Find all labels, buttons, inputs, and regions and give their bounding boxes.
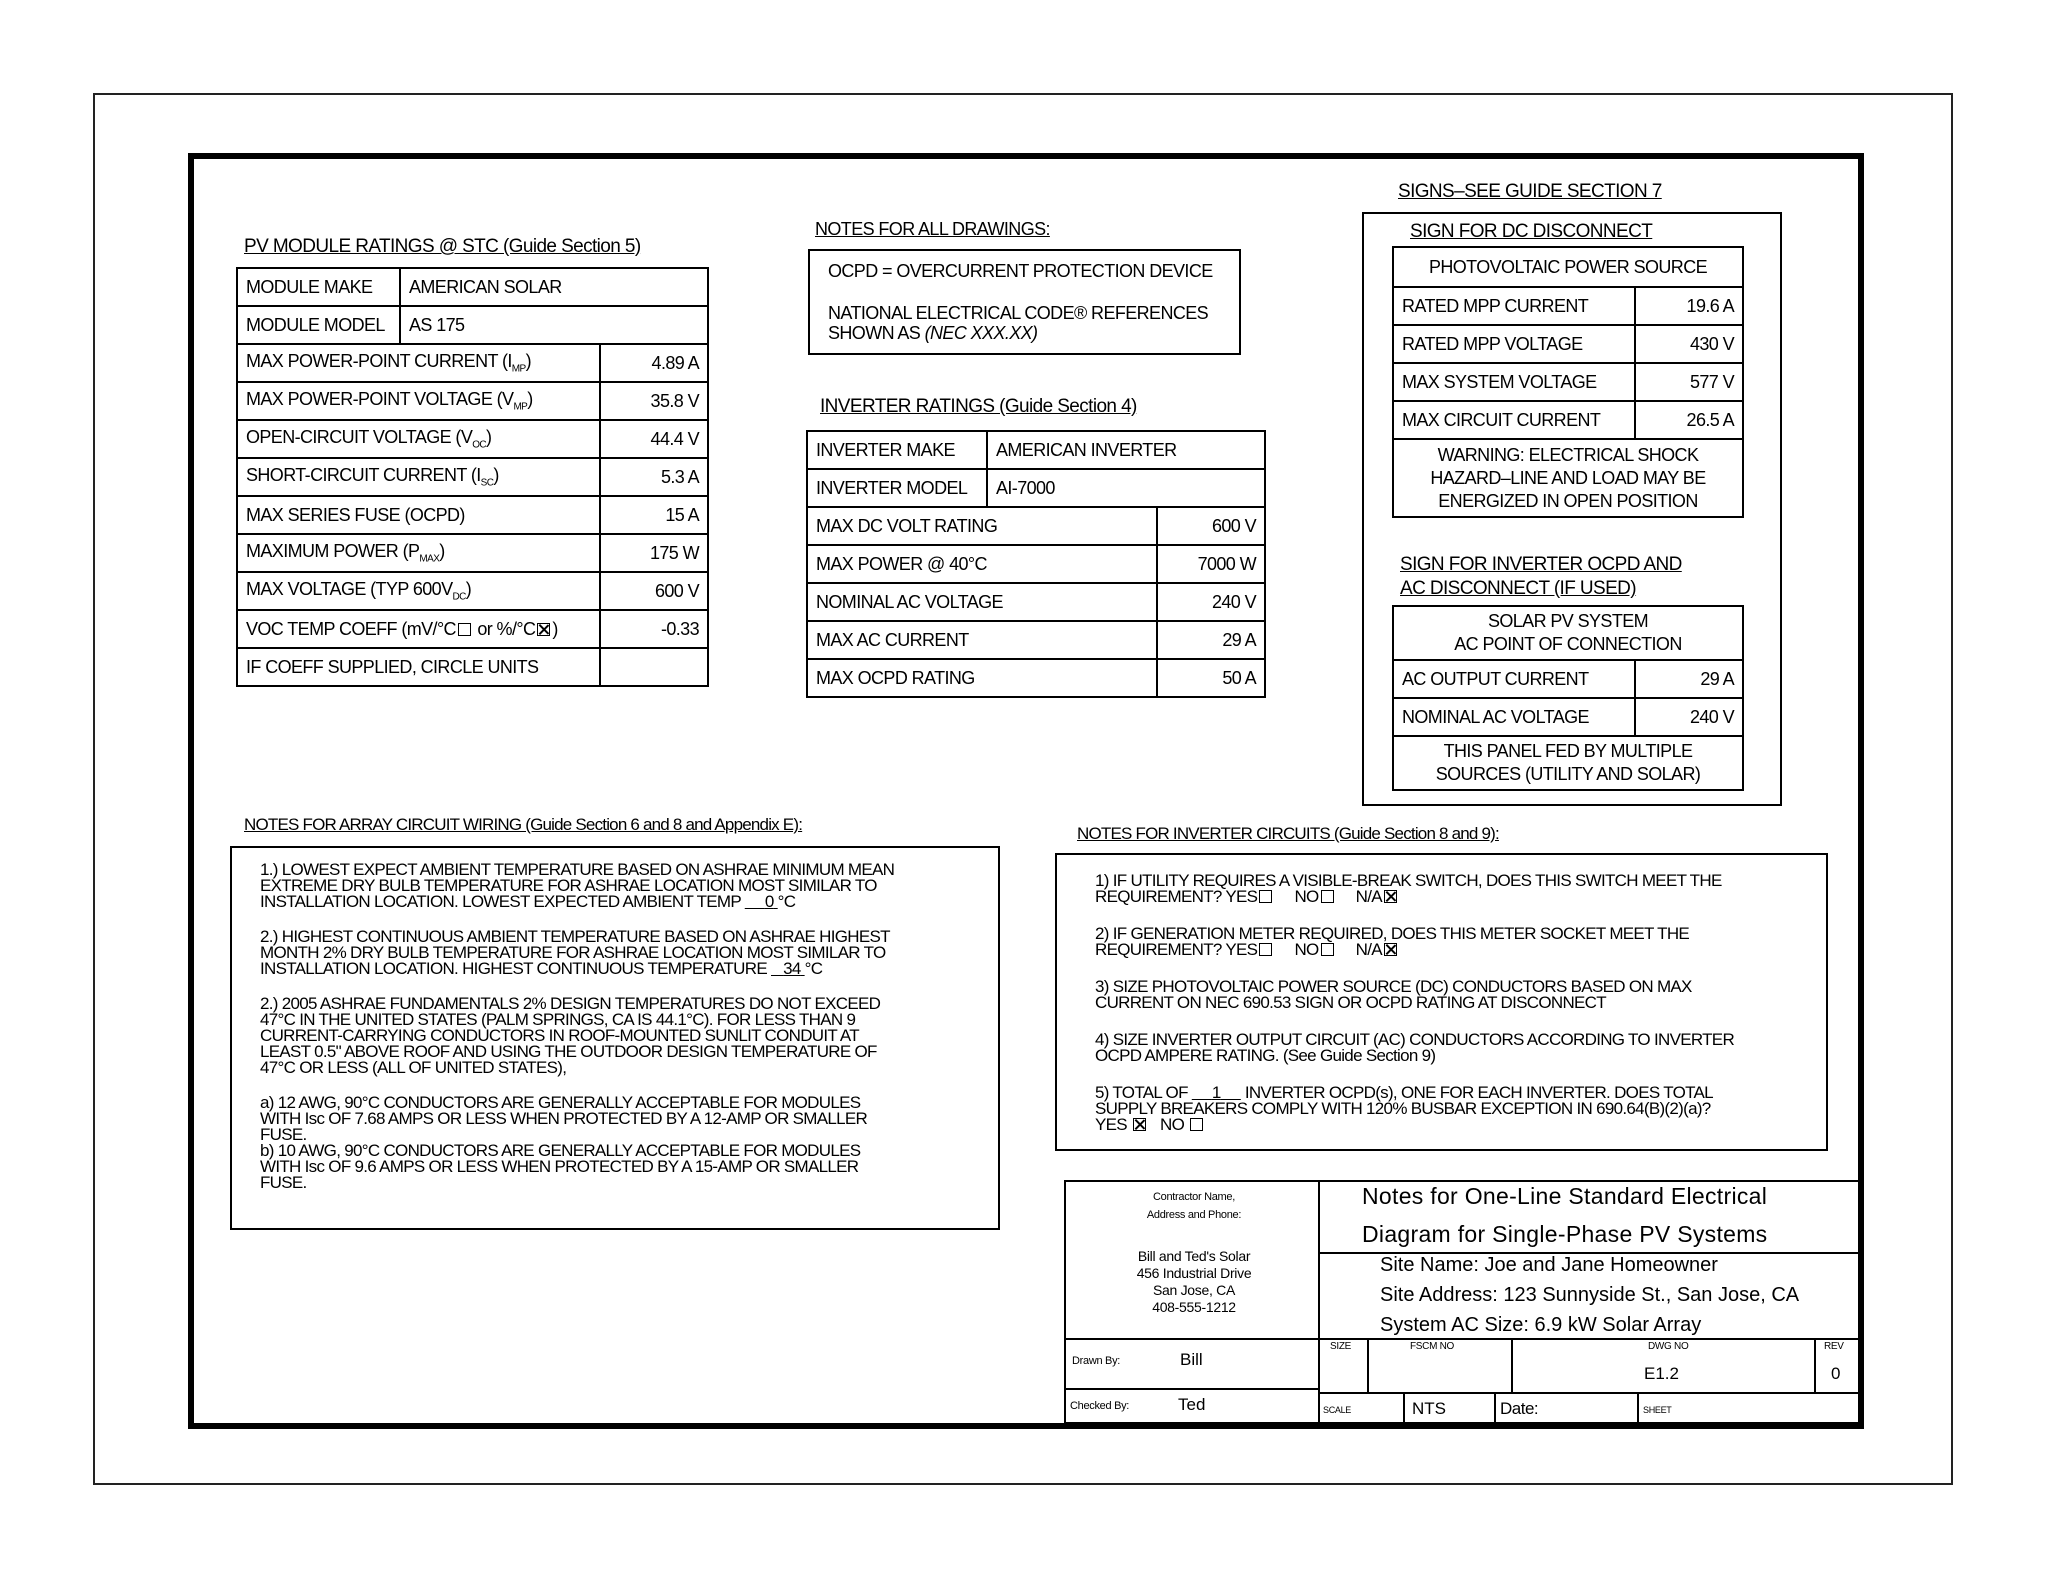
table-row — [237, 458, 708, 496]
drawing-title-line1: Notes for One-Line Standard Electrical — [1362, 1183, 1768, 1209]
label-tail: ) — [527, 389, 533, 410]
voc-temp-coeff-label — [237, 610, 600, 648]
inverter-note-5 — [1095, 1085, 1818, 1133]
pv-rating-label — [237, 458, 600, 496]
table-row — [807, 431, 1265, 469]
label-text: OPEN-CIRCUIT VOLTAGE (V — [246, 427, 473, 448]
note-5-suffix: INVERTER OCPD(s), ONE FOR EACH INVERTER. DOES TOTAL — [1244, 1083, 1713, 1102]
table-row — [1393, 439, 1743, 517]
inverter-rating-label: MAX AC CURRENT — [807, 621, 1157, 659]
title-block-hline — [1064, 1338, 1860, 1340]
title-block-vline — [1367, 1338, 1369, 1394]
dc-disconnect-sign-table — [1392, 246, 1744, 518]
note-5-prefix: 5) TOTAL OF — [1095, 1083, 1188, 1102]
label-subscript: MP — [511, 363, 526, 375]
table-row — [237, 496, 708, 534]
label-text: MAX POWER-POINT CURRENT (I — [246, 351, 512, 372]
dc-sign-value: 577 V — [1635, 363, 1743, 401]
inverter-sign-label: NOMINAL AC VOLTAGE — [1393, 698, 1635, 736]
label-tail: ) — [525, 351, 531, 372]
dwg-no-value: E1.2 — [1644, 1364, 1679, 1383]
table-row — [1393, 287, 1743, 325]
voc-label-c: ) — [552, 618, 558, 639]
title-block-hline — [1318, 1392, 1860, 1394]
pv-rating-label — [237, 534, 600, 572]
nec-note-line2 — [828, 323, 1239, 343]
pv-rating-value: 44.4 V — [600, 420, 708, 458]
voc-label-a: VOC TEMP COEFF (mV/°C — [246, 618, 456, 639]
lowest-temp-unit: °C — [777, 892, 796, 911]
dc-sign-rows — [1393, 287, 1743, 439]
label-text: MAXIMUM POWER (P — [246, 541, 420, 562]
rev-value: 0 — [1831, 1364, 1841, 1383]
note-1-yes-label: YES — [1225, 887, 1258, 906]
table-row — [237, 268, 708, 306]
inverter-rating-value: 240 V — [1157, 583, 1265, 621]
table-row — [237, 306, 708, 344]
pv-rating-label — [237, 382, 600, 420]
note-2-yes-checkbox — [1259, 943, 1272, 956]
dc-sign-header: PHOTOVOLTAIC POWER SOURCE — [1393, 247, 1743, 287]
pv-make-value: AMERICAN SOLAR — [400, 268, 708, 306]
label-text: MAX POWER-POINT VOLTAGE (V — [246, 389, 514, 410]
table-row — [807, 583, 1265, 621]
array-notes-box — [230, 846, 1000, 1230]
title-block-vline — [1814, 1338, 1816, 1394]
inverter-make-value: AMERICAN INVERTER — [987, 431, 1265, 469]
signs-title: SIGNS–SEE GUIDE SECTION 7 — [1398, 181, 1662, 202]
pv-rating-value: 5.3 A — [600, 458, 708, 496]
inverter-sign-title — [1400, 553, 1682, 601]
table-row — [1393, 247, 1743, 287]
site-address: Site Address: 123 Sunnyside St., San Jose, CA — [1380, 1284, 1800, 1306]
pv-model-value: AS 175 — [400, 306, 708, 344]
nec-note-line2-b: (NEC XXX.XX) — [924, 323, 1038, 343]
inverter-rating-value: 50 A — [1157, 659, 1265, 697]
array-note-2-text: 2.) HIGHEST CONTINUOUS AMBIENT TEMPERATURE BASED ON ASHRAE HIGHEST MONTH 2% DRY BULB TEMPERATURE FOR ASHRAE LOCATION MOST SIMILAR TO INSTALLATION LOCATION. HIGHEST CONTINUOUS TEMPERATURE — [260, 927, 890, 978]
inverter-sign-header: SOLAR PV SYSTEM AC POINT OF CONNECTION — [1393, 606, 1743, 660]
table-row — [807, 545, 1265, 583]
highest-temp-unit: °C — [804, 959, 823, 978]
inverter-note-2 — [1095, 926, 1818, 958]
note-5-count-value: 1 — [1211, 1083, 1221, 1102]
table-row — [237, 610, 708, 648]
voc-label-b: or %/°C — [472, 618, 536, 639]
site-name: Site Name: Joe and Jane Homeowner — [1380, 1254, 1718, 1276]
note-1-na-checkbox-checked — [1384, 890, 1397, 903]
pv-rating-value: 600 V — [600, 572, 708, 610]
highest-temp-value — [771, 959, 805, 978]
inverter-ratings-table — [806, 430, 1266, 698]
inverter-model-value: AI-7000 — [987, 469, 1265, 507]
nec-note-line1: NATIONAL ELECTRICAL CODE® REFERENCES — [828, 303, 1209, 323]
dc-sign-title: SIGN FOR DC DISCONNECT — [1410, 221, 1653, 242]
inverter-rating-label: MAX OCPD RATING — [807, 659, 1157, 697]
pv-rating-label — [237, 344, 600, 382]
lowest-temp-number: 0 — [764, 892, 774, 911]
note-5-no-checkbox — [1190, 1118, 1203, 1131]
checkbox-mv-icon — [458, 623, 471, 636]
notes-all-box — [808, 249, 1241, 355]
inverter-sign-rows — [1393, 660, 1743, 736]
inverter-note-4: 4) SIZE INVERTER OUTPUT CIRCUIT (AC) CONDUCTORS ACCORDING TO INVERTER OCPD AMPERE RATING. (See Guide Section 9) — [1095, 1030, 1735, 1065]
table-row — [237, 648, 708, 686]
table-row — [1393, 401, 1743, 439]
inverter-notes-title: NOTES FOR INVERTER CIRCUITS (Guide Section 8 and 9): — [1077, 824, 1499, 843]
title-block-vline — [1403, 1392, 1405, 1424]
dc-sign-label: RATED MPP CURRENT — [1393, 287, 1635, 325]
note-1-na-label: N/A — [1355, 887, 1382, 906]
array-note-2 — [260, 929, 988, 977]
contractor-info: Bill and Ted's Solar 456 Industrial Drive San Jose, CA 408-555-1212 — [1136, 1248, 1252, 1315]
label-subscript: OC — [472, 439, 487, 451]
pv-rating-value: 35.8 V — [600, 382, 708, 420]
pv-model-label: MODULE MODEL — [237, 306, 400, 344]
highest-temp-number: 34 — [783, 959, 801, 978]
table-row — [1393, 736, 1743, 790]
inverter-note-2-line1: 2) IF GENERATION METER REQUIRED, DOES THIS METER SOCKET MEET THE — [1095, 924, 1690, 943]
array-note-3: 2.) 2005 ASHRAE FUNDAMENTALS 2% DESIGN TEMPERATURES DO NOT EXCEED 47°C IN THE UNITED STATES (PALM SPRINGS, CA IS 44.1°C). FOR LESS THAN 9 CURRENT-CARRYING CONDUCTORS IN ROOF-MOUNTED SUNLIT CONDUIT AT LEAST 0.5" ABOVE ROOF AND USING THE OUTDOOR DESIGN TEMPERATURE OF 47°C OR LESS (ALL OF UNITED STATES), — [260, 994, 881, 1077]
drawing-title-line2: Diagram for Single-Phase PV Systems — [1362, 1221, 1768, 1247]
title-block-vline — [1494, 1392, 1496, 1424]
label-subscript: DC — [452, 591, 466, 603]
label-subscript: MAX — [419, 553, 440, 565]
note-1-no-checkbox — [1321, 890, 1334, 903]
label-text: SHORT-CIRCUIT CURRENT (I — [246, 465, 481, 486]
voc-temp-coeff-value: -0.33 — [600, 610, 708, 648]
inverter-rating-value: 29 A — [1157, 621, 1265, 659]
note-1-requirement-label: REQUIREMENT? — [1095, 887, 1222, 906]
inverter-note-5-line2: SUPPLY BREAKERS COMPLY WITH 120% BUSBAR EXCEPTION IN 690.64(B)(2)(a)? — [1095, 1099, 1711, 1118]
inverter-ocpd-sign-table — [1392, 605, 1744, 791]
scale-label: SCALE — [1323, 1405, 1352, 1415]
table-row — [1393, 660, 1743, 698]
inverter-note-5-line3 — [1095, 1117, 1818, 1133]
table-row — [237, 534, 708, 572]
note-5-no-label: NO — [1160, 1115, 1185, 1134]
inverter-model-label: INVERTER MODEL — [807, 469, 987, 507]
inverter-rating-label: NOMINAL AC VOLTAGE — [807, 583, 1157, 621]
inverter-rating-value: 600 V — [1157, 507, 1265, 545]
contractor-label: Contractor Name, Address and Phone: — [1146, 1191, 1242, 1221]
inverter-note-1-line1: 1) IF UTILITY REQUIRES A VISIBLE-BREAK SWITCH, DOES THIS SWITCH MEET THE — [1095, 871, 1722, 890]
lowest-temp-value — [745, 892, 778, 911]
pv-rating-label — [237, 572, 600, 610]
pv-rating-value: 175 W — [600, 534, 708, 572]
inverter-ratings-title: INVERTER RATINGS (Guide Section 4) — [820, 396, 1137, 417]
coeff-circle-units-value — [600, 648, 708, 686]
size-label: SIZE — [1330, 1341, 1352, 1352]
table-row — [807, 659, 1265, 697]
inverter-sign-value: 29 A — [1635, 660, 1743, 698]
inverter-sign-label: AC OUTPUT CURRENT — [1393, 660, 1635, 698]
pv-rating-value: 15 A — [600, 496, 708, 534]
pv-ratings-table — [236, 267, 709, 687]
checked-by-label: Checked By: — [1070, 1400, 1130, 1412]
note-1-no-label: NO — [1294, 887, 1319, 906]
label-subscript: SC — [480, 477, 494, 489]
dc-sign-value: 26.5 A — [1635, 401, 1743, 439]
label-text: MAX VOLTAGE (TYP 600V — [246, 579, 453, 600]
inverter-note-1 — [1095, 873, 1818, 905]
pv-rating-rows — [237, 344, 708, 610]
inverter-rating-value: 7000 W — [1157, 545, 1265, 583]
title-block-vline — [1511, 1338, 1513, 1394]
pv-make-label: MODULE MAKE — [237, 268, 400, 306]
dwg-no-label: DWG NO — [1648, 1341, 1689, 1352]
table-row — [237, 344, 708, 382]
table-row — [1393, 363, 1743, 401]
table-row — [807, 621, 1265, 659]
inverter-note-2-line2 — [1095, 942, 1818, 958]
note-2-requirement-label: REQUIREMENT? — [1095, 940, 1222, 959]
table-row — [807, 469, 1265, 507]
dc-sign-label: MAX CIRCUIT CURRENT — [1393, 401, 1635, 439]
note-1-yes-checkbox — [1259, 890, 1272, 903]
note-2-no-label: NO — [1294, 940, 1319, 959]
label-subscript: MP — [513, 401, 528, 413]
label-tail: ) — [465, 579, 472, 600]
inverter-note-1-line2 — [1095, 889, 1818, 905]
inverter-sign-title-line1: SIGN FOR INVERTER OCPD AND — [1400, 554, 1682, 575]
dc-sign-value: 19.6 A — [1635, 287, 1743, 325]
label-tail: ) — [486, 427, 492, 448]
inverter-rating-label: MAX POWER @ 40°C — [807, 545, 1157, 583]
title-block-hline — [1064, 1388, 1320, 1390]
sheet-label: SHEET — [1643, 1405, 1672, 1415]
note-2-no-checkbox — [1321, 943, 1334, 956]
note-2-yes-label: YES — [1225, 940, 1258, 959]
inverter-note-3: 3) SIZE PHOTOVOLTAIC POWER SOURCE (DC) CONDUCTORS BASED ON MAX CURRENT ON NEC 690.53 SIGN OR OCPD RATING AT DISCONNECT — [1095, 977, 1692, 1012]
table-row — [1393, 325, 1743, 363]
inverter-make-label: INVERTER MAKE — [807, 431, 987, 469]
note-2-na-label: N/A — [1355, 940, 1382, 959]
table-row — [237, 382, 708, 420]
dc-sign-value: 430 V — [1635, 325, 1743, 363]
array-note-4: a) 12 AWG, 90°C CONDUCTORS ARE GENERALLY ACCEPTABLE FOR MODULES WITH Isc OF 7.68 AMPS OR LESS WHEN PROTECTED BY A 12-AMP OR SMALLER FUSE. b) 10 AWG, 90°C CONDUCTORS ARE GENERALLY ACCEPTABLE FOR MODULES WITH Isc OF 9.6 AMPS OR LESS WHEN PROTECTED BY A 15-AMP OR SMALLER FUSE. — [260, 1093, 868, 1192]
rev-label: REV — [1824, 1341, 1844, 1352]
label-tail: ) — [493, 465, 499, 486]
inverter-rating-rows — [807, 507, 1265, 697]
pv-rating-value: 4.89 A — [600, 344, 708, 382]
multiple-sources-warning: THIS PANEL FED BY MULTIPLE SOURCES (UTILITY AND SOLAR) — [1393, 736, 1743, 790]
table-row — [807, 507, 1265, 545]
label-tail: ) — [439, 541, 445, 562]
note-2-na-checkbox-checked — [1384, 943, 1397, 956]
pv-ratings-title: PV MODULE RATINGS @ STC (Guide Section 5) — [244, 236, 641, 257]
inverter-notes-box — [1055, 853, 1828, 1151]
system-ac-size: System AC Size: 6.9 kW Solar Array — [1380, 1314, 1702, 1336]
scale-value: NTS — [1412, 1399, 1446, 1418]
table-row — [237, 572, 708, 610]
pv-rating-label — [237, 420, 600, 458]
notes-all-title: NOTES FOR ALL DRAWINGS: — [815, 219, 1050, 239]
drawn-by-label: Drawn By: — [1072, 1355, 1121, 1367]
table-row — [237, 420, 708, 458]
table-row — [1393, 698, 1743, 736]
fscm-label: FSCM NO — [1410, 1341, 1455, 1352]
dc-sign-label: MAX SYSTEM VOLTAGE — [1393, 363, 1635, 401]
coeff-circle-units-label: IF COEFF SUPPLIED, CIRCLE UNITS — [237, 648, 600, 686]
pv-rating-label: MAX SERIES FUSE (OCPD) — [237, 496, 600, 534]
array-note-1 — [260, 862, 988, 910]
inverter-rating-label: MAX DC VOLT RATING — [807, 507, 1157, 545]
table-row — [1393, 606, 1743, 660]
ocpd-definition: OCPD = OVERCURRENT PROTECTION DEVICE — [828, 261, 1213, 281]
array-notes-title: NOTES FOR ARRAY CIRCUIT WIRING (Guide Section 6 and 8 and Appendix E): — [244, 815, 803, 834]
inverter-sign-value: 240 V — [1635, 698, 1743, 736]
dc-sign-label: RATED MPP VOLTAGE — [1393, 325, 1635, 363]
nec-note-line2-a: SHOWN AS — [828, 323, 925, 343]
inverter-sign-title-line2: AC DISCONNECT (IF USED) — [1400, 578, 1637, 599]
drawn-by-value: Bill — [1180, 1350, 1203, 1369]
date-label: Date: — [1500, 1399, 1539, 1418]
title-block-vline — [1637, 1392, 1639, 1424]
note-5-yes-label: YES — [1095, 1115, 1127, 1134]
shock-warning-text: WARNING: ELECTRICAL SHOCK HAZARD–LINE AND LOAD MAY BE ENERGIZED IN OPEN POSITION — [1393, 439, 1743, 517]
array-note-1-text: 1.) LOWEST EXPECT AMBIENT TEMPERATURE BASED ON ASHRAE MINIMUM MEAN EXTREME DRY BULB TEMPERATURE FOR ASHRAE LOCATION MOST SIMILAR TO INSTALLATION LOCATION. LOWEST EXPECTED AMBIENT TEMP — [260, 860, 895, 911]
note-5-yes-checkbox-checked — [1133, 1118, 1146, 1131]
checked-by-value: Ted — [1178, 1395, 1206, 1414]
checkbox-percent-checked-icon — [537, 623, 550, 636]
